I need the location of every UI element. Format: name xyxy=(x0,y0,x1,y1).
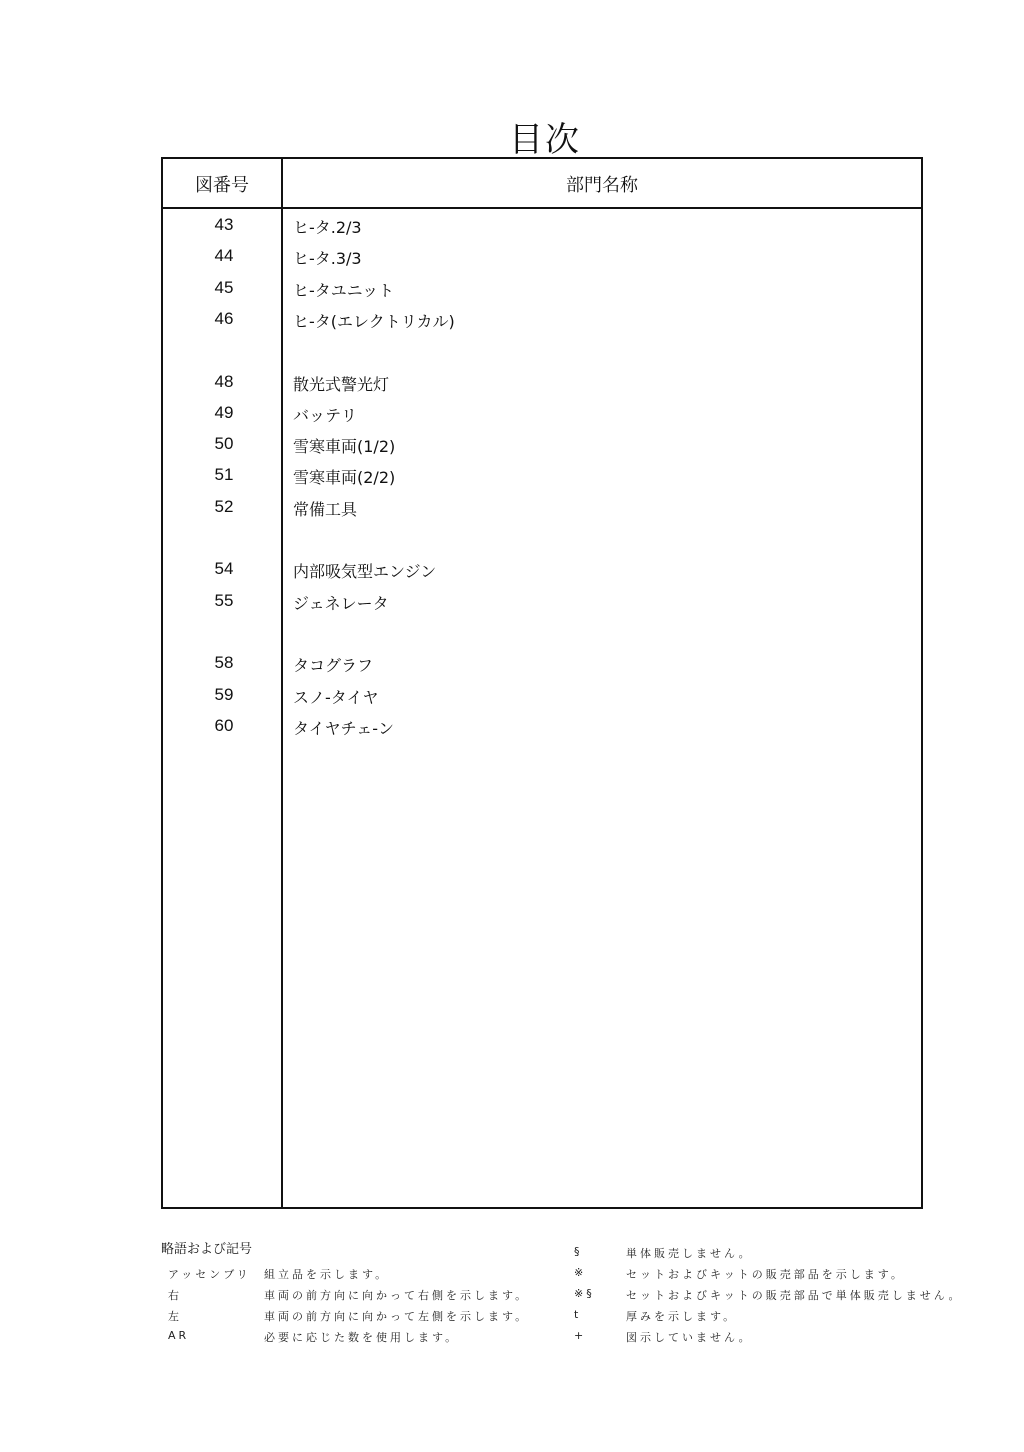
figure-number: 55 xyxy=(214,590,234,610)
legend-description: 車両の前方向に向かって右側を示します。 xyxy=(264,1289,530,1302)
figure-number: 48 xyxy=(214,371,234,391)
section-name: タイヤチェ-ン xyxy=(293,718,394,738)
section-name: ヒ-タ.3/3 xyxy=(293,249,362,269)
figure-number: 43 xyxy=(214,215,234,234)
legend-key: ※§ xyxy=(574,1287,595,1300)
header-figure-number: 図番号 xyxy=(195,175,249,196)
table-row xyxy=(163,710,921,741)
section-name: ヒ-タ(エレクトリカル) xyxy=(293,311,455,331)
legend-description: セットおよびキットの販売部品で単体販売しません。 xyxy=(626,1289,963,1302)
table-row xyxy=(163,209,921,240)
legend-key: ※ xyxy=(574,1266,587,1279)
table-header xyxy=(163,159,921,209)
table-row xyxy=(163,303,921,334)
legend-title: 略語および記号 xyxy=(161,1242,253,1257)
figure-number: 60 xyxy=(214,715,234,735)
legend-description: セットおよびキットの販売部品を示します。 xyxy=(626,1268,905,1281)
legend-key: + xyxy=(574,1329,587,1342)
page-title: 目次 xyxy=(509,120,581,160)
legend-description: 単体販売しません。 xyxy=(626,1247,753,1260)
table-row xyxy=(163,679,921,710)
table-row xyxy=(163,647,921,678)
section-name: ヒ-タ.2/3 xyxy=(293,218,362,237)
legend-key: t xyxy=(574,1308,582,1321)
figure-number: 59 xyxy=(214,684,234,704)
figure-number: 49 xyxy=(214,402,234,422)
table-row xyxy=(163,272,921,303)
figure-number: 44 xyxy=(214,246,234,266)
header-section-name: 部門名称 xyxy=(566,175,638,196)
legend-key: アッセンブリ xyxy=(168,1268,251,1281)
legend-key: 右 xyxy=(168,1289,182,1302)
legend-description: 組立品を示します。 xyxy=(264,1268,390,1281)
figure-number: 51 xyxy=(214,465,234,485)
legend-key: 左 xyxy=(168,1310,182,1323)
section-name: バッテリ xyxy=(293,405,358,425)
section-name: 散光式警光灯 xyxy=(293,374,390,394)
section-name: 雪寒車両(1/2) xyxy=(293,437,396,457)
figure-number: 54 xyxy=(214,559,234,579)
table-row xyxy=(163,366,921,397)
section-name: タコグラフ xyxy=(293,656,374,676)
legend-description: 厚みを示します。 xyxy=(626,1310,738,1323)
section-name: スノ-タイヤ xyxy=(293,687,379,707)
section-name: 雪寒車両(2/2) xyxy=(293,468,396,488)
section-name: ジェネレータ xyxy=(293,593,389,613)
figure-number: 58 xyxy=(214,653,234,673)
table-row xyxy=(163,553,921,584)
section-name: ヒ-タユニット xyxy=(293,280,395,300)
table-row xyxy=(163,491,921,522)
table-row xyxy=(163,585,921,616)
section-name: 内部吸気型エンジン xyxy=(293,562,437,582)
figure-number: 52 xyxy=(214,496,234,516)
table-row xyxy=(163,240,921,271)
table-row xyxy=(163,428,921,459)
figure-number: 45 xyxy=(214,277,234,297)
toc-table xyxy=(161,157,923,1209)
table-row xyxy=(163,459,921,490)
section-name: 常備工具 xyxy=(293,499,358,519)
legend-description: 図示していません。 xyxy=(626,1331,753,1344)
figure-number: 46 xyxy=(214,308,234,328)
legend xyxy=(0,1238,1024,1358)
legend-key: AR xyxy=(168,1329,190,1342)
figure-number: 50 xyxy=(214,434,234,454)
legend-description: 車両の前方向に向かって左側を示します。 xyxy=(264,1310,530,1323)
legend-key: § xyxy=(574,1245,583,1258)
table-row xyxy=(163,397,921,428)
legend-description: 必要に応じた数を使用します。 xyxy=(264,1331,460,1344)
